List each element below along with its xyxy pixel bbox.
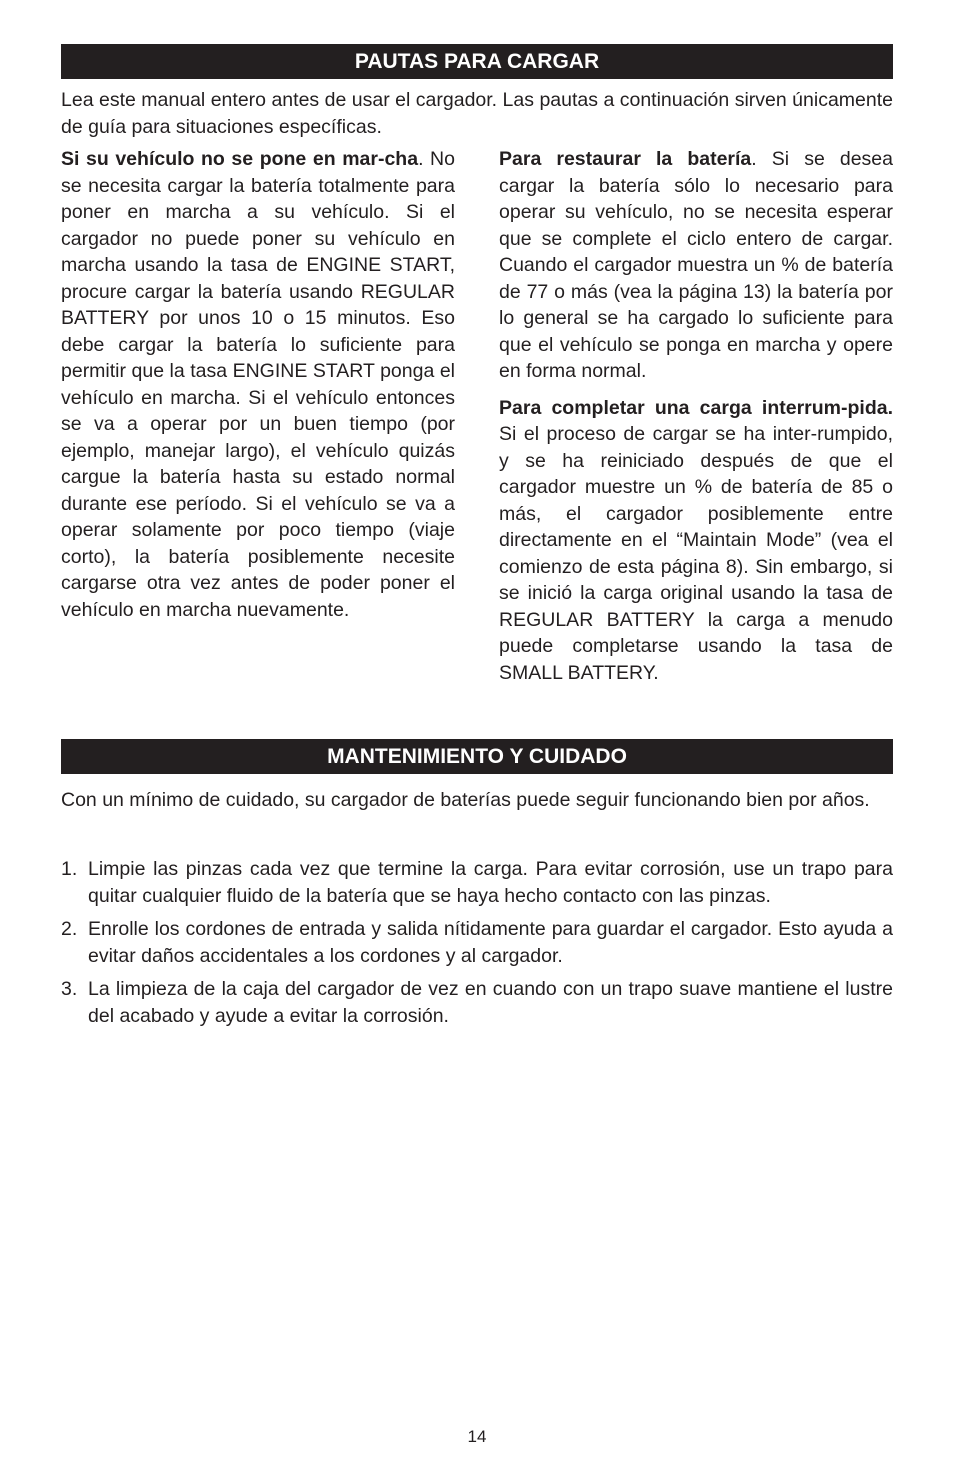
page-number: 14 (467, 1427, 487, 1446)
document-page (61, 0, 893, 1475)
list-text: Enrolle los cordones de entrada y salida nítidamente para guardar el cargador. Esto ayuda a evitar daños accidentales a los cordones y al cargador. (88, 918, 893, 967)
list-item (61, 856, 893, 910)
section-title: PAUTAS PARA CARGAR (354, 50, 600, 73)
list-text: Limpie las pinzas cada vez que termine la carga. Para evitar corrosión, use un trapo para quitar cualquier fluido de la batería que se haya hecho contacto con las pinzas. (88, 858, 893, 907)
list-number: 2. (61, 918, 78, 940)
list-number: 3. (61, 978, 78, 1000)
list-text: La limpieza de la caja del cargador de vez en cuando con un trapo suave mantiene el lustre del acabado y ayude a evitar la corrosión. (88, 978, 893, 1027)
maintenance-list (61, 856, 893, 1036)
paragraph-lead: Para restaurar la batería (499, 148, 752, 170)
paragraph-body: . No se necesita cargar la batería totalmente para poner en marcha a su vehículo. Si el cargador no puede poner su vehículo en marcha usando la tasa de ENGINE START, procure cargar la batería usando REGULAR BATTERY por unos 10 o 15 minutos. Eso debe cargar la batería lo suficiente para permitir que la tasa ENGINE START ponga el vehículo en marcha. Si el vehículo entonces se va a operar por un buen tiempo (por ejemplo, manejar largo), el vehículo quizás cargue la batería hasta su estado normal durante ese período. Si el vehículo se va a operar solamente por poco tiempo (viaje corto), la batería posiblemente necesite cargarse otra vez antes de poder poner el vehículo en marcha nuevamente. (61, 148, 455, 621)
section-title: MANTENIMIENTO Y CUIDADO (327, 745, 627, 768)
maintenance-intro: Con un mínimo de cuidado, su cargador de baterías puede seguir funcionando bien por años. (61, 789, 870, 811)
right-column (499, 146, 893, 686)
paragraph-vehiculo-no-arranca (61, 146, 455, 623)
list-item (61, 916, 893, 970)
section-header-mantenimiento (61, 739, 893, 774)
paragraph-body: Si el proceso de cargar se ha inter-rumpido, y se ha reiniciado después de que el cargador muestre un % de batería de 85 o más, el cargador posiblemente entre directamente en el “Maintain Mode” (vea el comienzo de esta página 8). Sin embargo, si se inició la carga original usando la tasa de REGULAR BATTERY la carga a menudo puede completarse usando la tasa de SMALL BATTERY. (499, 423, 893, 684)
paragraph-lead: Si su vehículo no se pone en mar-cha (61, 148, 419, 170)
paragraph-restaurar-bateria (499, 146, 893, 385)
left-column (61, 146, 455, 623)
paragraph-body: . Si se desea cargar la batería sólo lo necesario para operar su vehículo, no se necesita esperar que se complete el ciclo entero de cargar. Cuando el cargador muestra un % de batería de 77 o más (vea la página 13) la batería por lo general se ha cargado lo suficiente para que el vehículo se ponga en marcha y opere en forma normal. (499, 148, 893, 382)
section-header-pautas (61, 44, 893, 79)
paragraph-carga-interrumpida (499, 395, 893, 687)
list-item (61, 976, 893, 1030)
intro-paragraph: Lea este manual entero antes de usar el cargador. Las pautas a continuación sirven únicamente de guía para situaciones específicas. (61, 89, 893, 138)
list-number: 1. (61, 858, 78, 880)
paragraph-lead: Para completar una carga interrum-pida. (499, 396, 893, 419)
